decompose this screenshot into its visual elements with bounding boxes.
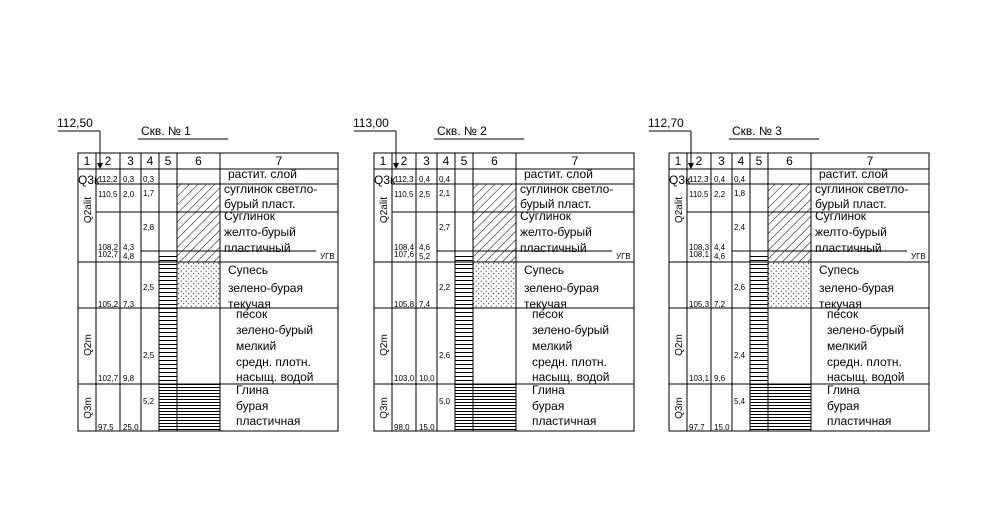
water-depth-value: 4,6: [714, 252, 726, 261]
ground-elevation-label: 113,00: [353, 116, 389, 130]
ugv-label: УГВ: [320, 252, 335, 261]
age-index-label: Q3m: [379, 397, 390, 419]
layer-description-line: Глина: [236, 383, 269, 397]
layer-thickness-value: 2,1: [439, 189, 451, 198]
depth-value: 4,3: [123, 243, 135, 252]
layer-description-line: бурая: [827, 399, 860, 413]
layer-description-line: текучая: [819, 297, 862, 311]
abs-elevation-value: 98,0: [394, 423, 410, 432]
layer-thickness-value: 0,4: [734, 175, 746, 184]
layer-description-line: мелкий: [532, 339, 573, 353]
column-header-1: 1: [83, 154, 91, 168]
column-header-6: 6: [786, 154, 793, 168]
layer-description-line: песок: [532, 307, 564, 321]
abs-elevation-value: 105,2: [98, 300, 119, 309]
layer-thickness-value: 2,4: [734, 223, 746, 232]
layer-thickness-value: 2,5: [143, 283, 155, 292]
layer-description-line: средн. плотн.: [827, 355, 902, 369]
depth-value: 9,8: [123, 374, 135, 383]
layer-description-line: песок: [236, 307, 268, 321]
layer-thickness-value: 5,0: [439, 397, 451, 406]
lithology-fill-layer-2: [473, 184, 516, 212]
depth-value: 0,4: [419, 175, 431, 184]
abs-elevation-value: 97,5: [98, 423, 114, 432]
clay-zone-fill: [159, 384, 177, 431]
lithology-fill-layer-2: [768, 184, 811, 212]
water-abs-elevation: 107,6: [394, 250, 415, 259]
layer-description-line: пластичный: [224, 241, 291, 255]
water-abs-elevation: 102,7: [98, 250, 119, 259]
ugv-label: УГВ: [616, 252, 631, 261]
abs-elevation-value: 105,8: [394, 300, 415, 309]
depth-value: 2,5: [419, 190, 431, 199]
abs-elevation-value: 97,7: [689, 423, 705, 432]
layer-description-line: Глина: [532, 383, 565, 397]
layer-thickness-value: 2,7: [439, 223, 451, 232]
borehole-log-1: [57, 116, 338, 432]
column-header-7: 7: [571, 154, 579, 168]
age-index-label: Q3m: [674, 397, 685, 419]
abs-elevation-value: 112,3: [689, 175, 709, 184]
borehole-log-3: [648, 116, 929, 432]
column-header-5: 5: [755, 154, 763, 168]
borehole-title: Скв. № 3: [732, 124, 782, 138]
abs-elevation-value: 105,3: [689, 300, 710, 309]
age-index-top: Q3к: [374, 173, 396, 187]
layer-thickness-value: 2,4: [734, 351, 746, 360]
layer-description-line: зелено-бурая: [228, 281, 303, 295]
depth-value: 10,0: [419, 374, 435, 383]
abs-elevation-value: 110,5: [689, 190, 709, 199]
layer-description-line: суглинок светло-: [224, 182, 318, 196]
clay-zone-fill: [455, 384, 473, 431]
ground-elevation-label: 112,70: [648, 116, 684, 130]
layer-description-line: песок: [827, 307, 859, 321]
column-header-4: 4: [146, 154, 154, 168]
layer-description-line: пластичный: [815, 241, 882, 255]
column-header-7: 7: [275, 154, 283, 168]
column-header-5: 5: [460, 154, 468, 168]
water-depth-value: 4,8: [123, 252, 135, 261]
depth-value: 9,6: [714, 374, 726, 383]
lithology-fill-layer-4: [768, 262, 811, 308]
layer-thickness-value: 2,5: [143, 351, 155, 360]
layer-description-line: средн. плотн.: [236, 355, 311, 369]
water-abs-elevation: 108,1: [689, 250, 710, 259]
column-header-6: 6: [195, 154, 202, 168]
depth-value: 7,3: [123, 300, 135, 309]
depth-value: 2,0: [123, 190, 135, 199]
column-header-7: 7: [866, 154, 874, 168]
lithology-fill-layer-3: [177, 212, 220, 262]
layer-description-line: текучая: [524, 297, 567, 311]
borehole-log-2: [353, 116, 634, 432]
layer-description-line: бурый пласт.: [815, 197, 887, 211]
layer-description-line: насыщ. водой: [532, 370, 610, 384]
depth-value: 0,4: [714, 175, 726, 184]
layer-description-line: растит. слой: [228, 167, 297, 181]
age-index-label: Q2alit: [83, 196, 94, 224]
lithology-fill-layer-2: [177, 184, 220, 212]
layer-description-line: средн. плотн.: [532, 355, 607, 369]
column-header-3: 3: [127, 154, 134, 168]
column-header-1: 1: [674, 154, 682, 168]
borehole-title: Скв. № 1: [141, 124, 191, 138]
layer-description-line: Суглинок: [520, 209, 572, 223]
lithology-fill-sand: [768, 308, 811, 384]
layer-description-line: бурый пласт.: [520, 197, 592, 211]
column-header-3: 3: [718, 154, 725, 168]
layer-description-line: суглинок светло-: [815, 182, 909, 196]
age-index-label: Q2alit: [379, 196, 390, 224]
layer-thickness-value: 1,7: [143, 189, 155, 198]
layer-thickness-value: 0,3: [143, 175, 155, 184]
layer-thickness-value: 2,8: [143, 223, 155, 232]
layer-description-line: зелено-бурый: [236, 323, 314, 337]
depth-value: 7,2: [714, 300, 726, 309]
column-header-4: 4: [442, 154, 450, 168]
age-index-label: Q2alit: [674, 196, 685, 224]
abs-elevation-value: 108,4: [394, 243, 415, 252]
layer-description-line: пластичная: [827, 414, 892, 428]
layer-description-line: зелено-бурая: [524, 281, 599, 295]
depth-value: 0,3: [123, 175, 135, 184]
layer-description-line: мелкий: [827, 339, 868, 353]
layer-description-line: Глина: [827, 383, 860, 397]
depth-value: 4,4: [714, 243, 726, 252]
depth-value: 7,4: [419, 300, 431, 309]
lithology-fill-sand: [177, 308, 220, 384]
lithology-fill-sand: [473, 308, 516, 384]
layer-description-line: пластичная: [236, 414, 301, 428]
layer-thickness-value: 0,4: [439, 175, 451, 184]
layer-thickness-value: 2,2: [439, 283, 451, 292]
elevation-arrow-icon: [688, 163, 694, 169]
layer-description-line: желто-бурый: [520, 225, 592, 239]
layer-description-line: насыщ. водой: [827, 370, 905, 384]
abs-elevation-value: 103,1: [689, 374, 710, 383]
depth-value: 25,0: [123, 423, 139, 432]
water-zone-fill: [750, 254, 768, 384]
lithology-fill-layer-3: [473, 212, 516, 262]
abs-elevation-value: 112,2: [98, 175, 118, 184]
layer-description-line: мелкий: [236, 339, 277, 353]
abs-elevation-value: 103,0: [394, 374, 415, 383]
column-header-2: 2: [104, 154, 112, 168]
column-header-2: 2: [400, 154, 408, 168]
layer-description-line: зелено-бурая: [819, 281, 894, 295]
lithology-fill-layer-6: [473, 384, 516, 431]
layer-description-line: пластичная: [532, 414, 597, 428]
layer-description-line: бурая: [532, 399, 565, 413]
abs-elevation-value: 110,5: [394, 190, 414, 199]
layer-thickness-value: 2,6: [734, 283, 746, 292]
lithology-fill-layer-6: [177, 384, 220, 431]
layer-thickness-value: 1,8: [734, 189, 746, 198]
layer-description-line: Суглинок: [224, 209, 276, 223]
elevation-arrow-icon: [393, 163, 399, 169]
abs-elevation-value: 108,2: [98, 243, 119, 252]
abs-elevation-value: 108,3: [689, 243, 710, 252]
layer-description-line: суглинок светло-: [520, 182, 614, 196]
depth-value: 4,6: [419, 243, 431, 252]
abs-elevation-value: 112,3: [394, 175, 414, 184]
layer-description-line: бурая: [236, 399, 269, 413]
layer-description-line: зелено-бурый: [532, 323, 610, 337]
layer-description-line: текучая: [228, 297, 271, 311]
depth-value: 15,0: [419, 423, 435, 432]
layer-thickness-value: 5,2: [143, 397, 155, 406]
water-depth-value: 5,2: [419, 252, 431, 261]
age-index-top: Q3к: [669, 173, 691, 187]
layer-description-line: Супесь: [228, 263, 269, 277]
layer-description-line: Суглинок: [815, 209, 867, 223]
lithology-fill-layer-4: [177, 262, 220, 308]
borehole-title: Скв. № 2: [437, 124, 487, 138]
layer-description-line: зелено-бурый: [827, 323, 905, 337]
abs-elevation-value: 102,7: [98, 374, 119, 383]
layer-description-line: бурый пласт.: [224, 197, 296, 211]
clay-zone-fill: [750, 384, 768, 431]
column-header-1: 1: [379, 154, 387, 168]
layer-thickness-value: 5,4: [734, 397, 746, 406]
age-index-label: Q3m: [83, 397, 94, 419]
age-index-top: Q3к: [78, 173, 100, 187]
age-index-label: Q2m: [674, 334, 685, 356]
layer-description-line: желто-бурый: [224, 225, 296, 239]
elevation-arrow-icon: [97, 163, 103, 169]
layer-description-line: растит. слой: [819, 167, 888, 181]
layer-description-line: пластичный: [520, 241, 587, 255]
column-header-3: 3: [423, 154, 430, 168]
lithology-fill-layer-3: [768, 212, 811, 262]
ground-elevation-label: 112,50: [57, 116, 93, 130]
column-header-4: 4: [737, 154, 745, 168]
column-header-5: 5: [164, 154, 172, 168]
layer-description-line: Супесь: [524, 263, 565, 277]
water-zone-fill: [159, 254, 177, 384]
layer-description-line: желто-бурый: [815, 225, 887, 239]
layer-thickness-value: 2,6: [439, 351, 451, 360]
lithology-fill-layer-4: [473, 262, 516, 308]
column-header-6: 6: [491, 154, 498, 168]
depth-value: 15,0: [714, 423, 730, 432]
column-header-2: 2: [695, 154, 703, 168]
layer-description-line: насыщ. водой: [236, 370, 314, 384]
depth-value: 2,2: [714, 190, 726, 199]
layer-description-line: растит. слой: [524, 167, 593, 181]
water-zone-fill: [455, 254, 473, 384]
age-index-label: Q2m: [379, 334, 390, 356]
ugv-label: УГВ: [911, 252, 926, 261]
layer-description-line: Супесь: [819, 263, 860, 277]
age-index-label: Q2m: [83, 334, 94, 356]
lithology-fill-layer-6: [768, 384, 811, 431]
abs-elevation-value: 110,5: [98, 190, 118, 199]
